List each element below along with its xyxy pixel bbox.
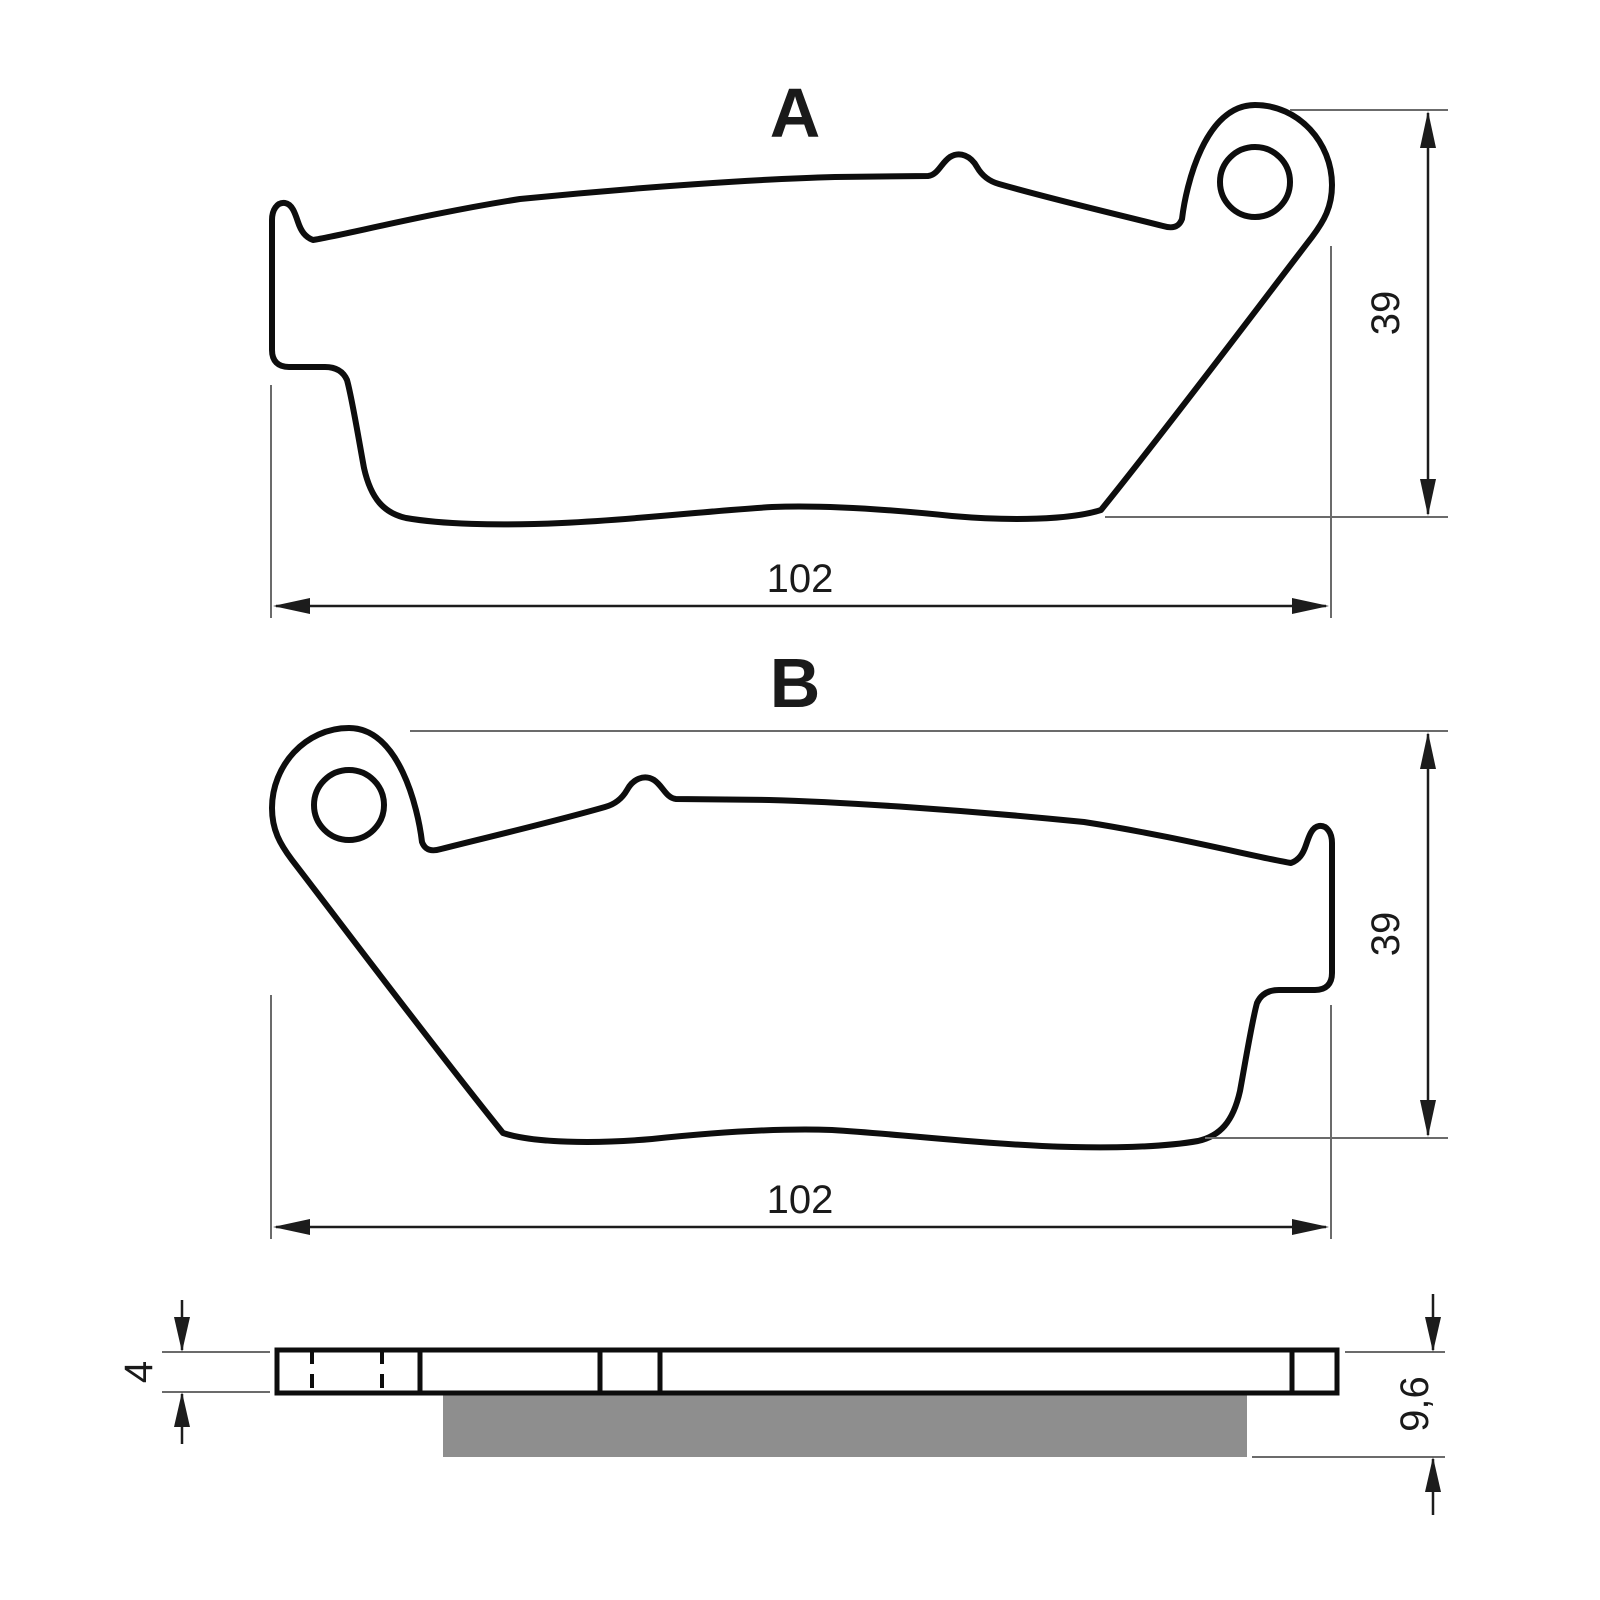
side-view-friction-material <box>443 1395 1247 1457</box>
view-a-width-value: 102 <box>766 557 834 601</box>
view-a <box>271 74 1448 618</box>
view-a-label: A <box>769 74 821 152</box>
view-a-height-value: 39 <box>1364 290 1408 336</box>
view-b-height-value: 39 <box>1364 911 1408 957</box>
plate-thickness-value: 4 <box>117 1360 161 1384</box>
total-thickness-dimension <box>1252 1294 1445 1515</box>
side-view-backing-plate <box>277 1350 1337 1393</box>
pad-b-shape <box>272 728 1332 1147</box>
plate-thickness-dimension <box>117 1300 270 1444</box>
view-b-width-value: 102 <box>766 1178 834 1222</box>
view-b <box>271 644 1448 1239</box>
side-view <box>117 1294 1445 1515</box>
total-thickness-value: 9,6 <box>1393 1376 1437 1432</box>
view-b-label: B <box>769 644 821 722</box>
pad-a-shape <box>272 105 1332 524</box>
